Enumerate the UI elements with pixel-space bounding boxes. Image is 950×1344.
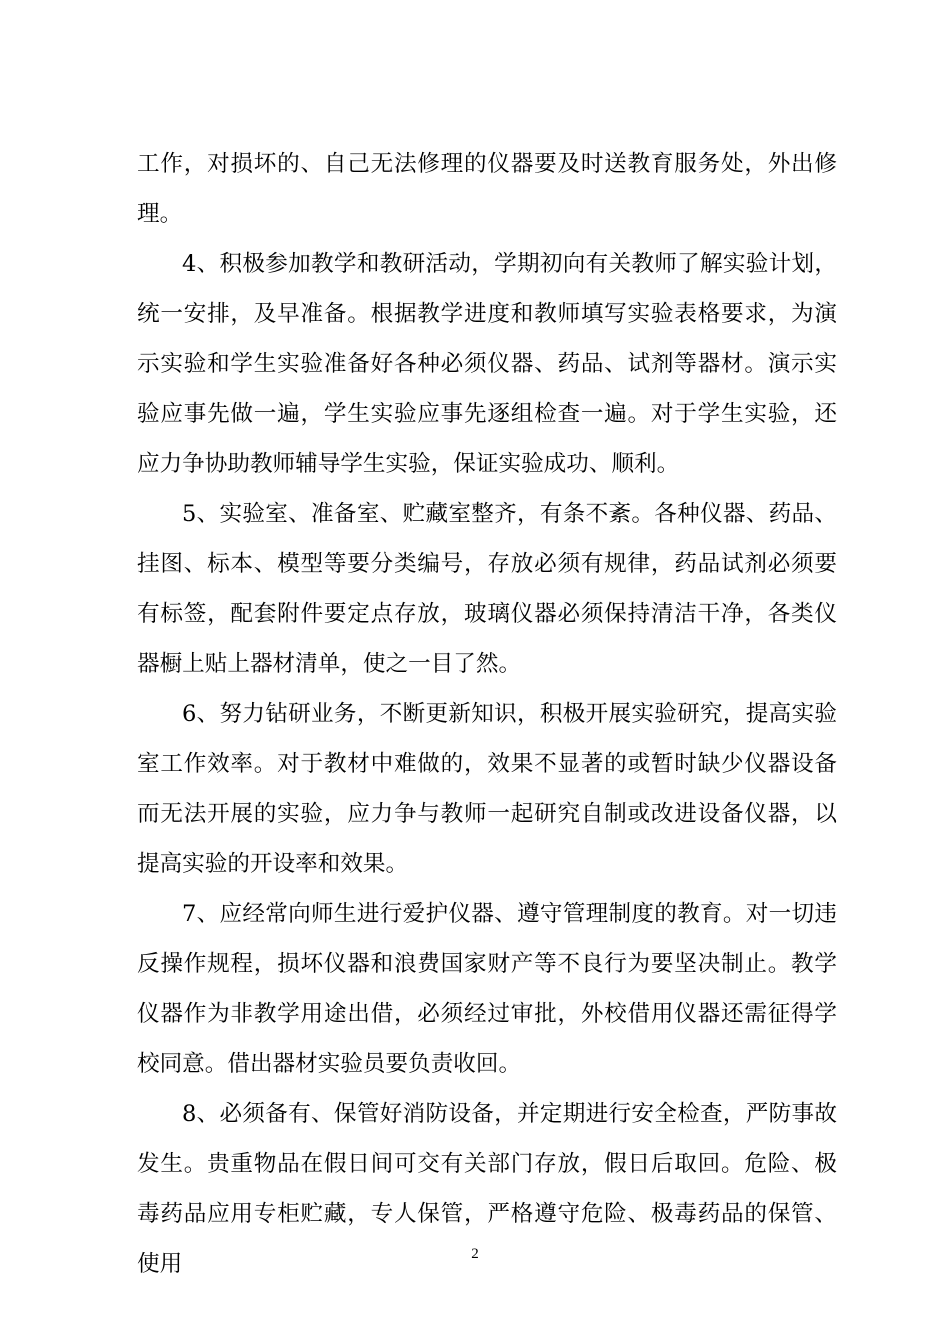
document-body xyxy=(137,139,837,1289)
page-number: 2 xyxy=(471,1246,479,1262)
paragraph-item-8: 8、必须备有、保管好消防设备，并定期进行安全检查，严防事故发生。贵重物品在假日间可交有关部门存放，假日后取回。危险、极毒药品应用专柜贮藏，专人保管，严格遵守危险、极毒药品的保管、使用 xyxy=(137,1101,837,1277)
paragraph-item-6: 6、努力钻研业务，不断更新知识，积极开展实验研究，提高实验室工作效率。对于教材中难做的，效果不显著的或暂时缺少仪器设备而无法开展的实验，应力争与教师一起研究自制或改进设备仪器，以提高实验的开设率和效果。 xyxy=(137,701,837,877)
paragraph-continuation: 工作，对损坏的、自己无法修理的仪器要及时送教育服务处，外出修理。 xyxy=(137,151,837,227)
paragraph-item-4: 4、积极参加教学和教研活动，学期初向有关教师了解实验计划，统一安排，及早准备。根据教学进度和教师填写实验表格要求，为演示实验和学生实验准备好各种必须仪器、药品、试剂等器材。演示实验应事先做一遍，学生实验应事先逐组检查一遍。对于学生实验，还应力争协助教师辅导学生实验，保证实验成功、顺利。 xyxy=(137,251,837,477)
paragraph-item-7: 7、应经常向师生进行爱护仪器、遵守管理制度的教育。对一切违反操作规程，损坏仪器和浪费国家财产等不良行为要坚决制止。教学仪器作为非教学用途出借，必须经过审批，外校借用仪器还需征得学校同意。借出器材实验员要负责收回。 xyxy=(137,901,837,1077)
paragraph-item-5: 5、实验室、准备室、贮藏室整齐，有条不紊。各种仪器、药品、挂图、标本、模型等要分类编号，存放必须有规律，药品试剂必须要有标签，配套附件要定点存放，玻璃仪器必须保持清洁干净，各类仪器橱上贴上器材清单，使之一目了然。 xyxy=(137,501,837,677)
